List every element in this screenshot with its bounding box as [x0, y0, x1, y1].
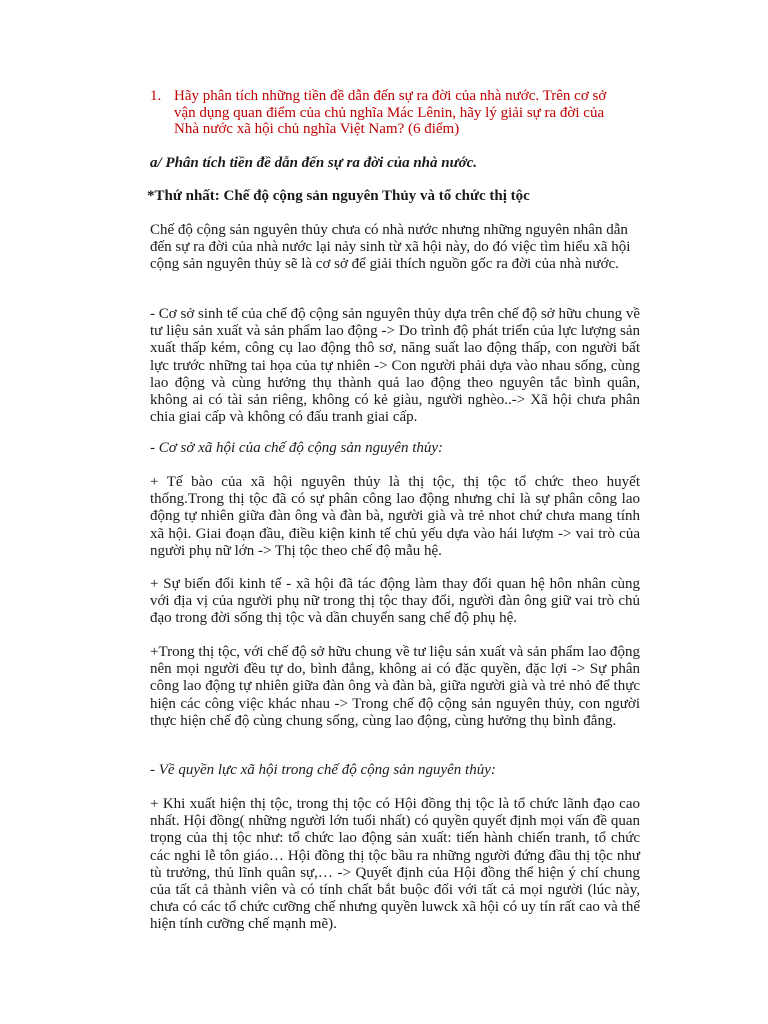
- council-paragraph: + Khi xuất hiện thị tộc, trong thị tộc có Hội đồng thị tộc là tổ chức lãnh đạo cao nhất. Hội đồng( những người lớn tuổi nhất) có quyền quyết định mọi vấn đề quan trọng của thị tộc như: tổ chức lao động sản xuất: tiến hành chiến tranh, tổ chức các nghi lễ tôn giáo… Hội đồng thị tộc bầu ra những người đứng đầu thị tộc như tù trưởng, thủ lĩnh quân sự,… -> Quyết định của Hội đồng thể hiện ý chí chung của tất cả thành viên và có tính chất bắt buộc đối với tất cả mọi người (lúc này, chưa có các tổ chức cưỡng chế nhưng quyền luwck xã hội có uy tín rất cao và thể hiện tính cưỡng chế mạnh mẽ).: [150, 796, 640, 933]
- economic-change-paragraph: + Sự biến đổi kinh tế - xã hội đã tác động làm thay đổi quan hệ hôn nhân cùng với địa vị của người phụ nữ trong thị tộc thay đổi, người đàn ông giữ vai trò chủ đạo trong đời sống thị tộc và dần chuyển sang chế độ phụ hệ.: [150, 576, 640, 627]
- section-a-heading: a/ Phân tích tiền đề dẫn đến sự ra đời của nhà nước.: [150, 155, 478, 171]
- equality-paragraph: +Trong thị tộc, với chế độ sở hữu chung về tư liệu sản xuất và sản phẩm lao động nên mọi người đều tự do, bình đẳng, không ai có đặc quyền, đặc lợi -> Sự phân công lao động tự nhiên giữa đàn ông và đàn bà, giữa người già và trẻ nhỏ để thực hiện các công việc khác nhau -> Trong chế độ cộng sản nguyên thủy, con người thực hiện chế độ cùng chung sống, cùng lao động, cùng hưởng thụ bình đẳng.: [150, 644, 640, 729]
- part-one-heading: *Thứ nhất: Chế độ cộng sản nguyên Thủy và tổ chức thị tộc: [147, 188, 530, 204]
- question-text: Hãy phân tích những tiền đề dẫn đến sự ra đời của nhà nước. Trên cơ sở vận dụng quan điểm của chủ nghĩa Mác Lênin, hãy lý giải sự ra đời của Nhà nước xã hội chủ nghĩa Việt Nam? (6 điểm): [174, 88, 607, 137]
- economic-basis-paragraph: - Cơ sở sinh tế của chế độ cộng sản nguyên thủy dựa trên chế độ sở hữu chung về tư liệu sản xuất và sản phẩm lao động -> Do trình độ phát triển của lực lượng sản xuất thấp kém, công cụ lao động thô sơ, năng suất lao động thấp, con người bất lực trước những tai họa của tự nhiên -> Con người phải dựa vào nhau sống, cùng lao động và cùng hưởng thụ thành quả lao động theo nguyên tắc bình quân, không ai có tài sản riêng, không có kẻ giàu, người nghèo..-> Xã hội chưa phân chia giai cấp và không có đấu tranh giai cấp.: [150, 306, 640, 426]
- question-number: 1.: [150, 88, 162, 104]
- social-cell-paragraph: + Tế bào của xã hội nguyên thủy là thị tộc, thị tộc tổ chức theo huyết thống.Trong thị tộc đã có sự phân công lao động nhưng chỉ là sự phân công lao động tự nhiên giữa đàn ông và đàn bà, người già và trẻ nhot chứ chưa mang tính xã hội. Giai đoạn đầu, điều kiện kinh tế chủ yếu dựa vào hái lượm -> vai trò của người phụ nữ lớn -> Thị tộc theo chế độ mẫu hệ.: [150, 474, 640, 559]
- power-heading: - Về quyền lực xã hội trong chế độ cộng sản nguyên thủy:: [150, 762, 496, 778]
- social-basis-heading: - Cơ sở xã hội của chế độ cộng sản nguyên thủy:: [150, 440, 444, 456]
- intro-paragraph: Chế độ cộng sản nguyên thủy chưa có nhà nước nhưng những nguyên nhân dẫn đến sự ra đời của nhà nước lại nảy sinh từ xã hội này, do đó việc tìm hiểu xã hội cộng sản nguyên thủy sẽ là cơ sở để giải thích nguồn gốc ra đời của nhà nước.: [150, 222, 631, 273]
- question-1: [150, 88, 630, 138]
